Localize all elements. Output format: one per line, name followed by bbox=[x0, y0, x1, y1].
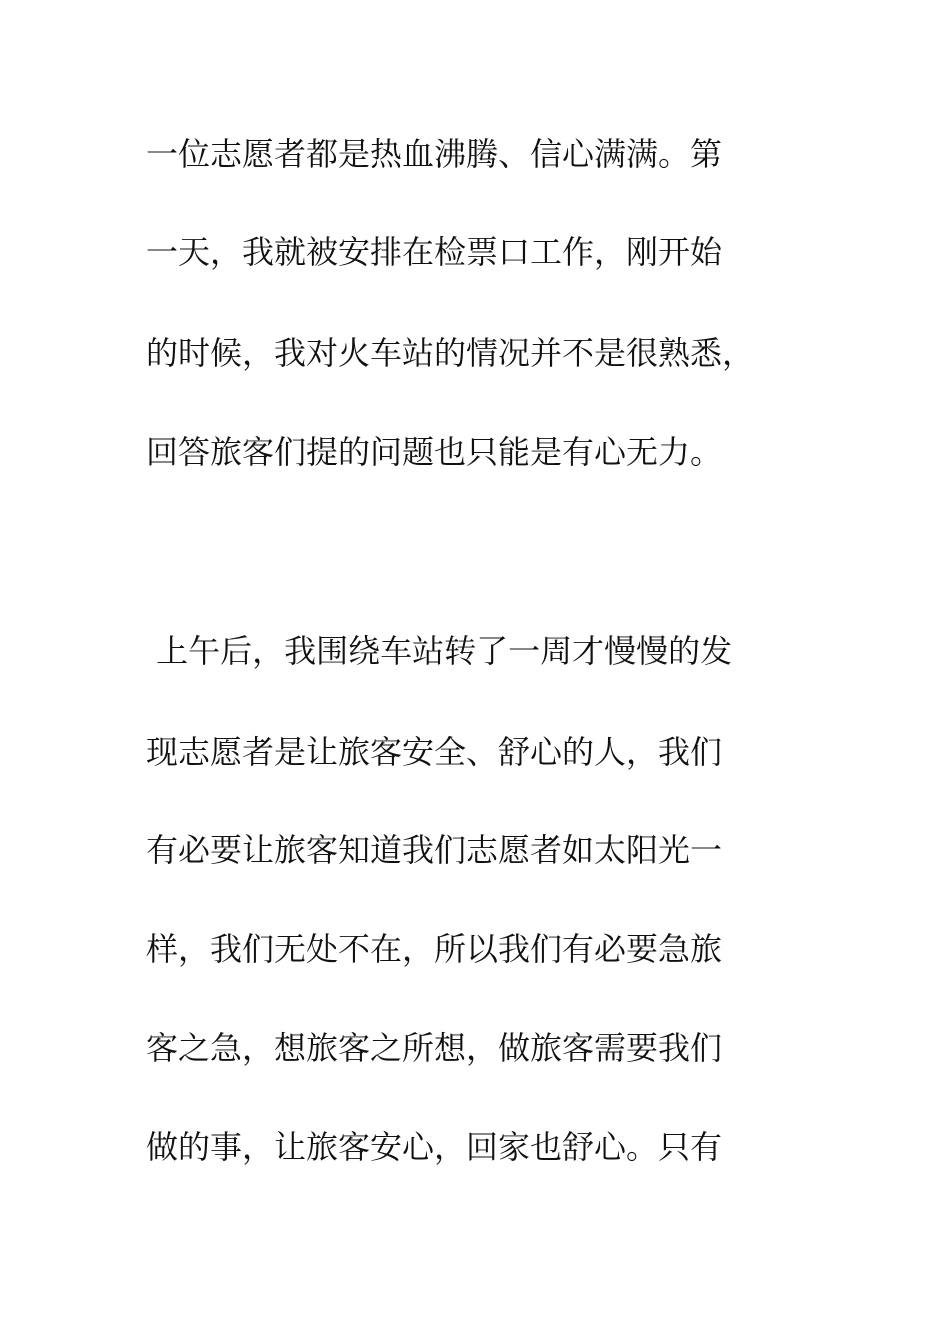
text-line: 有必要让旅客知道我们志愿者如太阳光一 bbox=[146, 831, 723, 869]
text-line: 做的事，让旅客安心，回家也舒心。只有 bbox=[146, 1128, 723, 1166]
text-line: 客之急，想旅客之所想，做旅客需要我们 bbox=[146, 1029, 723, 1067]
text-line: 一天，我就被安排在检票口工作，刚开始 bbox=[146, 233, 723, 271]
text-line: 一位志愿者都是热血沸腾、信心满满。第 bbox=[146, 135, 723, 173]
text-line: 现志愿者是让旅客安全、舒心的人，我们 bbox=[146, 733, 723, 771]
text-line: 的时候，我对火车站的情况并不是很熟悉， bbox=[146, 334, 755, 372]
text-line: 回答旅客们提的问题也只能是有心无力。 bbox=[146, 433, 723, 471]
text-line: 上午后，我围绕车站转了一周才慢慢的发 bbox=[146, 632, 733, 670]
text-line: 样，我们无处不在，所以我们有必要急旅 bbox=[146, 930, 723, 968]
